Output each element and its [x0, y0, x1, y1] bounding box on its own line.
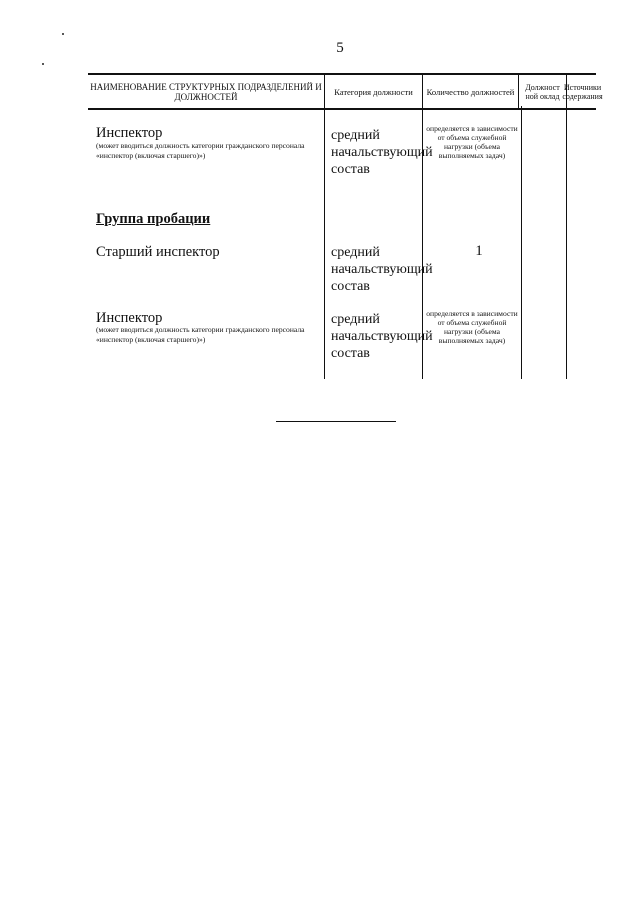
column-divider — [566, 106, 567, 379]
position-category: средний начальствующий состав — [331, 245, 433, 294]
group-heading: Группа пробации — [96, 211, 211, 227]
header-funding-label: Источники содержания — [562, 82, 603, 101]
position-title: Инспектор — [96, 310, 163, 326]
table-header — [88, 73, 603, 110]
position-quantity: 1 — [475, 243, 483, 259]
header-salary-column: Должност ной оклад — [518, 75, 566, 108]
header-quantity-column: Количество должностей — [422, 75, 518, 108]
position-title: Инспектор — [96, 125, 163, 141]
page-number: 5 — [336, 40, 344, 56]
position-category: средний начальствующий состав — [331, 128, 433, 177]
position-category: средний начальствующий состав — [331, 312, 433, 361]
header-category-column: Категория должности — [324, 75, 422, 108]
position-title: Старший инспектор — [96, 244, 220, 260]
position-quantity: определяется в зависимости от объема служебной нагрузки (объема выполняемых задач) — [426, 124, 518, 160]
scan-speck — [62, 33, 64, 35]
header-name-column: НАИМЕНОВАНИЕ СТРУКТУРНЫХ ПОДРАЗДЕЛЕНИЙ И ДОЛЖНОСТЕЙ — [90, 81, 322, 102]
header-funding-column — [562, 75, 603, 108]
scan-speck — [42, 63, 44, 65]
position-note: (может вводиться должность категории гражданского персонала «инспектор (включая старшего)») — [96, 325, 305, 344]
position-note: (может вводиться должность категории гражданского персонала «инспектор (включая старшего)») — [96, 141, 305, 160]
footer-rule — [276, 421, 396, 422]
position-quantity: определяется в зависимости от объема служебной нагрузки (объема выполняемых задач) — [426, 309, 518, 345]
column-divider — [324, 106, 325, 379]
